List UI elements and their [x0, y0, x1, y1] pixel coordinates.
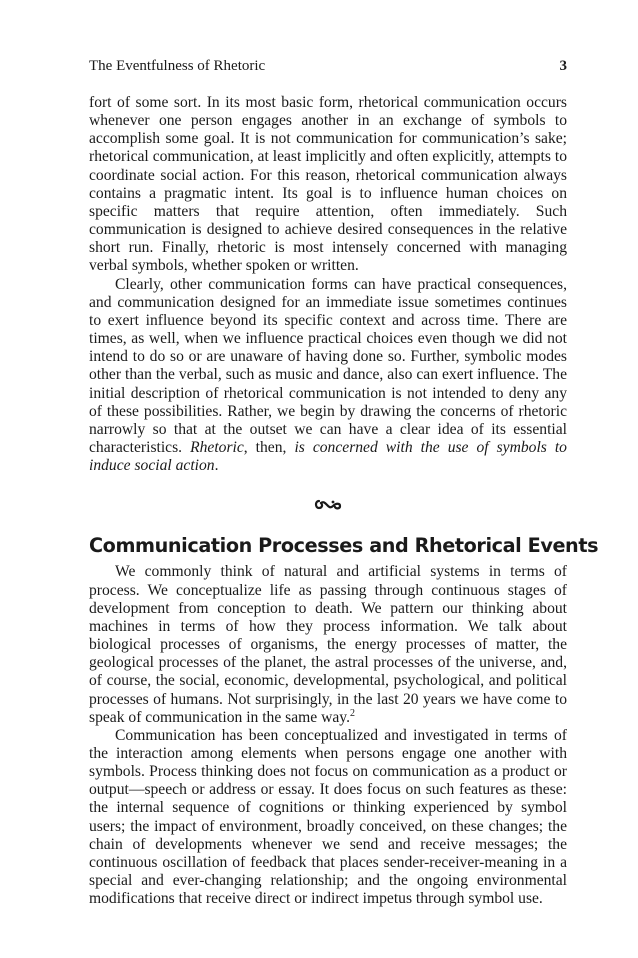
running-header	[89, 58, 567, 75]
fleuron-icon	[313, 497, 343, 513]
paragraph-2	[89, 276, 567, 476]
paragraph-3	[89, 563, 567, 726]
page-number: 3	[559, 58, 567, 74]
running-title: The Eventfulness of Rhetoric	[89, 58, 266, 74]
paragraph-1: fort of some sort. In its most basic form, rhetorical communication occurs whenever one person engages another in an exchange of symbols to accomplish some goal. It is not communication for communication’s sake; rhetorical communication, at least implicitly and often explicitly, attempts to coordinate social action. For this reason, rhetorical communication always contains a pragmatic intent. Its goal is to influence human choices on specific matters that require attention, often immediately. Such communication is designed to achieve desired consequences in the relative short run. Finally, rhetoric is most intensely concerned with managing verbal symbols, whether spoken or written.	[89, 94, 567, 275]
rhetoric-term: Rhetoric	[190, 438, 244, 456]
body-text	[89, 94, 599, 908]
footnote-marker[interactable]: 2	[349, 707, 355, 719]
paragraph-2-text: Clearly, other communication forms can have practical consequences, and communication designed for an immediate issue sometimes continues to exert influence beyond its specific context and across time. There are times, as well, when we influence practical choices even though we did not intend to do so or are unaware of having done so. Further, symbolic modes other than the verbal, such as music and dance, also can exert influence. The initial description of rhetorical communication is not intended to deny any of these possibilities. Rather, we begin by drawing the concerns of rhetoric narrowly so that at the outset we can have a clear idea of its essential characteristics.	[89, 275, 567, 456]
paragraph-3-text: We commonly think of natural and artificial systems in terms of process. We conceptualize life as passing through continuous stages of development from conception to death. We pattern our thinking about machines in terms of how they process information. We talk about biological processes of organisms, the energy processes of matter, the geological processes of the planet, the astral processes of the universe, and, of course, the social, economic, developmental, psychological, and political processes of humans. Not surprisingly, in the last 20 years we have come to speak of communication in the same way.	[89, 563, 567, 726]
paragraph-2-connector: , then,	[243, 438, 295, 456]
section-ornament	[89, 497, 567, 533]
rhetoric-definition: is concerned with the use of symbols to induce social action	[89, 438, 567, 475]
paragraph-2-end: .	[214, 457, 219, 475]
section-heading: Communication Processes and Rhetorical Events	[89, 534, 599, 558]
paragraph-4: Communication has been conceptualized and investigated in terms of the interaction among elements when persons engage one another with symbols. Process thinking does not focus on communication as a product or output—speech or address or essay. It does focus on such features as these: the internal sequence of cognitions or thinking experienced by symbol users; the impact of environment, broadly conceived, on these changes; the chain of developments whenever we send and receive messages; the continuous oscillation of feedback that places sender-receiver-meaning in a special and ever-changing relationship; and the ongoing environmental modifications that receive direct or indirect impetus through symbol use.	[89, 726, 567, 908]
